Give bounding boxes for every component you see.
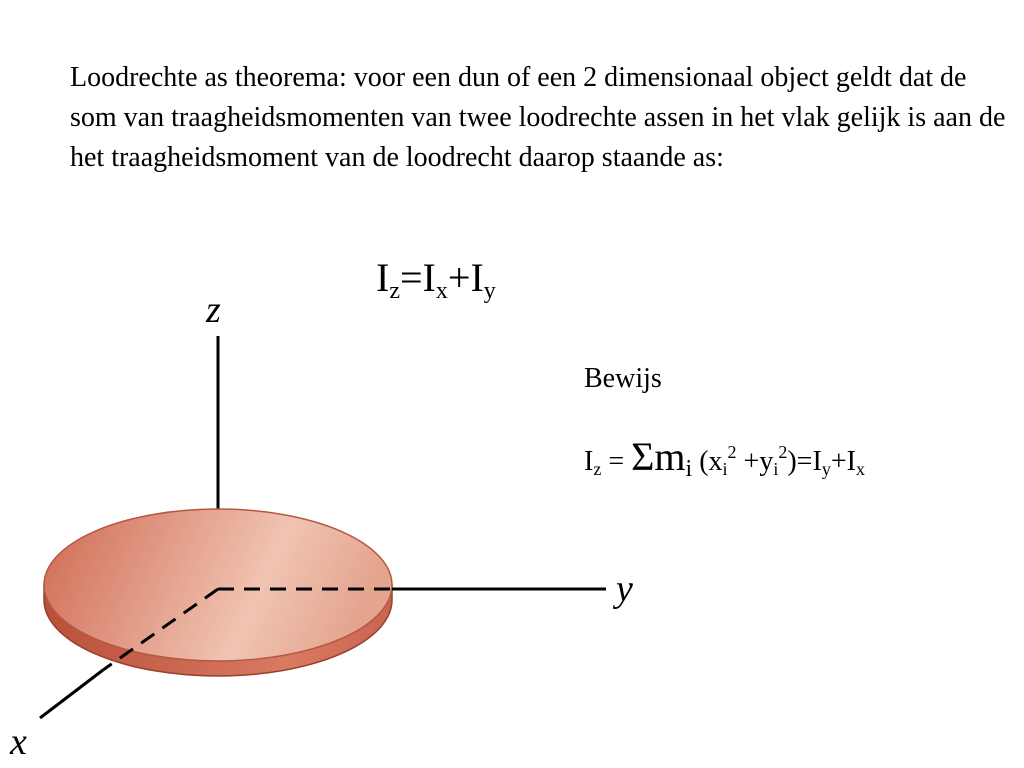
proof-y-square: 2 [778, 442, 788, 462]
proof-title: Bewijs [584, 363, 662, 394]
formula-sub-x: x [435, 278, 448, 304]
proof-close-eq: )=I [787, 446, 822, 477]
y-axis-label: y [616, 568, 633, 610]
proof-lhs-I: I [584, 446, 594, 477]
proof-r1-sub: y [821, 459, 831, 479]
proof-r2-sub: x [855, 459, 865, 479]
formula-plus: + [447, 255, 471, 300]
formula-sub-y: y [483, 278, 496, 304]
proof-x-sub: i [722, 459, 728, 479]
formula-I-y: I [470, 255, 484, 300]
x-axis-line [40, 670, 103, 718]
sigma-symbol: Σ [631, 434, 655, 479]
disk-top [44, 509, 392, 661]
proof-y-sub: i [773, 459, 779, 479]
formula-I-z: I [376, 255, 390, 300]
formula-sub-z: z [389, 278, 400, 304]
theorem-text: Loodrechte as theorema: voor een dun of een 2 dimensionaal object geldt dat de som van traagheidsmomenten van twee loodrechte assen in het vlak gelijk is aan de het traagheidsmoment van de loodrecht daarop staande as: [70, 62, 1006, 173]
proof-open-x: (x [692, 446, 723, 477]
proof-plus-y: +y [736, 446, 774, 477]
formula-I-x: I [422, 255, 436, 300]
mass-sub: i [685, 456, 693, 482]
formula-equals: = [399, 255, 423, 300]
proof-plus-I: +I [830, 446, 856, 477]
mass-symbol: m [654, 434, 686, 479]
x-axis-label: x [10, 721, 27, 763]
proof-lhs-sub: z [593, 459, 602, 479]
z-axis-label: z [206, 289, 221, 331]
proof-equals: = [601, 446, 632, 477]
proof-x-square: 2 [727, 442, 737, 462]
